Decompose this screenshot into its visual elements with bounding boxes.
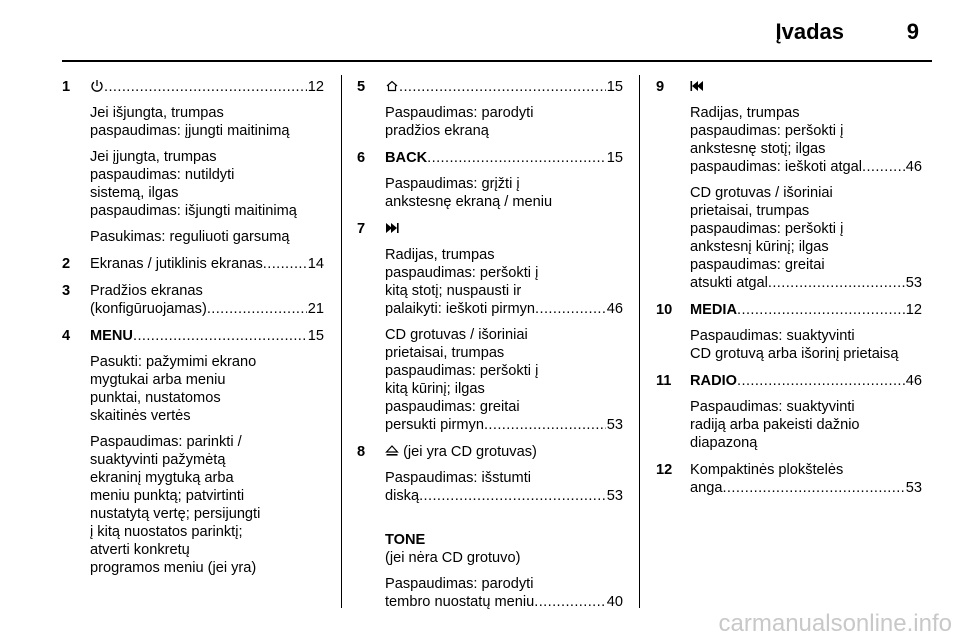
- entry-number: 9: [656, 79, 665, 95]
- description: Radijas, trumpas paspaudimas: peršokti į kitą stotį; nuspausti ir: [385, 247, 539, 299]
- entry-text: Ekranas / jutiklinis ekranas: [90, 256, 263, 272]
- column-1: [62, 78, 324, 586]
- entry-text: anga: [690, 480, 723, 496]
- description: Paspaudimas: grįžti į ankstesnę ekraną / meniu: [385, 176, 553, 210]
- page-ref[interactable]: 12: [905, 302, 922, 318]
- entry-7: [357, 220, 623, 434]
- description: CD grotuvas / išoriniai prietaisai, trumpas paspaudimas: peršokti į kitą kūrinį; ilgas paspaudimas: greitai: [385, 327, 539, 415]
- leader-dots: [133, 327, 307, 345]
- page-ref[interactable]: 14: [307, 256, 324, 272]
- page-number: 9: [906, 19, 919, 44]
- column-3: [656, 78, 922, 506]
- entry-number: 5: [357, 79, 366, 95]
- description: Jei įjungta, trumpas paspaudimas: nutildyti sistemą, ilgas paspaudimas: išjungti maitinimą: [90, 149, 297, 219]
- entry-10: [656, 301, 922, 363]
- entry-number: 6: [357, 150, 366, 166]
- description: persukti pirmyn: [385, 417, 484, 433]
- entry-8: [357, 443, 623, 611]
- entry-4: [62, 327, 324, 577]
- leader-dots: [737, 372, 905, 390]
- entry-5: [357, 78, 623, 140]
- entry-1: [62, 78, 324, 246]
- page-ref[interactable]: 53: [905, 480, 922, 496]
- description: Paspaudimas: išstumti: [385, 470, 531, 486]
- page-ref[interactable]: 53: [905, 275, 922, 291]
- entry-number: 4: [62, 328, 71, 344]
- description: Paspaudimas: suaktyvinti radiją arba pakeisti dažnio diapazoną: [690, 399, 860, 451]
- leader-dots: [399, 78, 606, 96]
- description: Pasukimas: reguliuoti garsumą: [90, 229, 290, 245]
- description: palaikyti: ieškoti pirmyn: [385, 301, 536, 317]
- entry-text: (konfigūruojamas): [90, 301, 207, 317]
- entry-text: Kompaktinės plokštelės: [690, 462, 844, 478]
- entry-number: 1: [62, 79, 71, 95]
- page-ref[interactable]: 21: [307, 301, 324, 317]
- entry-text: (jei yra CD grotuvas): [403, 444, 537, 460]
- page-header: [0, 0, 960, 58]
- leader-dots: [427, 149, 606, 167]
- description: paspaudimas: ieškoti atgal: [690, 159, 862, 175]
- page-ref[interactable]: 53: [606, 488, 623, 504]
- page-ref[interactable]: 15: [307, 328, 324, 344]
- media-button-label: MEDIA: [690, 302, 738, 318]
- entry-number: 12: [656, 462, 673, 478]
- column-divider: [341, 75, 342, 608]
- description: CD grotuvas / išoriniai prietaisai, trumpas paspaudimas: peršokti į ankstesnį kūrinį; ilgas paspaudimas: greitai: [690, 185, 844, 273]
- page-ref[interactable]: 40: [606, 594, 623, 610]
- entry-11: [656, 372, 922, 452]
- description: diską: [385, 488, 420, 504]
- leader-dots: [484, 416, 606, 434]
- description: Pasukti: pažymimi ekrano mygtukai arba meniu punktai, nustatomos skaitinės vertės: [90, 354, 257, 424]
- home-icon: [385, 78, 399, 96]
- entry-number: 7: [357, 221, 366, 237]
- entry-number: 8: [357, 444, 366, 460]
- leader-dots: [263, 255, 307, 273]
- entry-6: [357, 149, 623, 211]
- entry-text: Pradžios ekranas: [90, 283, 203, 299]
- watermark: carmanualsonline.info: [718, 610, 952, 637]
- page-ref[interactable]: 46: [905, 373, 922, 389]
- power-icon: [90, 78, 104, 96]
- description: tembro nuostatų meniu: [385, 594, 535, 610]
- leader-dots: [722, 479, 904, 497]
- leader-dots: [768, 274, 905, 292]
- leader-dots: [104, 78, 307, 96]
- description: Paspaudimas: parodyti pradžios ekraną: [385, 105, 534, 139]
- entry-number: 10: [656, 302, 673, 318]
- entry-12: [656, 461, 922, 497]
- leader-dots: [737, 301, 905, 319]
- page-ref[interactable]: 15: [606, 150, 623, 166]
- column-divider: [639, 75, 640, 608]
- entry-number: 2: [62, 256, 71, 272]
- leader-dots: [207, 300, 307, 318]
- entry-number: 3: [62, 283, 71, 299]
- leader-dots: [419, 487, 606, 505]
- previous-track-icon: [690, 78, 922, 96]
- description: Paspaudimas: parinkti / suaktyvinti pažymėtą ekraninį mygtuką arba meniu punktą; patvirtinti nustatytą vertę; persijungti į kitą nuostatos parinktį; atverti konkretų programos meniu (jei yra): [90, 434, 261, 576]
- entry-2: [62, 255, 324, 273]
- leader-dots: [862, 158, 905, 176]
- header-rule: [62, 60, 932, 62]
- entry-number: 11: [656, 373, 672, 389]
- description: Jei išjungta, trumpas paspaudimas: įjungti maitinimą: [90, 105, 290, 139]
- page-ref[interactable]: 12: [307, 79, 324, 95]
- entry-text: (jei nėra CD grotuvo): [385, 550, 521, 566]
- eject-icon: [385, 444, 403, 460]
- page-ref[interactable]: 46: [606, 301, 623, 317]
- leader-dots: [535, 300, 606, 318]
- column-2: [357, 78, 623, 620]
- description: Paspaudimas: parodyti: [385, 576, 534, 592]
- radio-button-label: RADIO: [690, 373, 738, 389]
- tone-button-label: TONE: [385, 532, 426, 548]
- page-ref[interactable]: 53: [606, 417, 623, 433]
- page-ref[interactable]: 15: [606, 79, 623, 95]
- next-track-icon: [385, 220, 623, 238]
- entry-3: [62, 282, 324, 318]
- menu-button-label: MENU: [90, 328, 133, 344]
- description: Radijas, trumpas paspaudimas: peršokti į ankstesnę stotį; ilgas: [690, 105, 844, 157]
- page-ref[interactable]: 46: [905, 159, 922, 175]
- entry-9: [656, 78, 922, 292]
- page-title: Įvadas: [775, 19, 844, 44]
- leader-dots: [534, 593, 606, 611]
- description: Paspaudimas: suaktyvinti CD grotuvą arba išorinį prietaisą: [690, 328, 899, 362]
- description: atsukti atgal: [690, 275, 768, 291]
- back-button-label: BACK: [385, 150, 428, 166]
- tone-line: [385, 513, 623, 567]
